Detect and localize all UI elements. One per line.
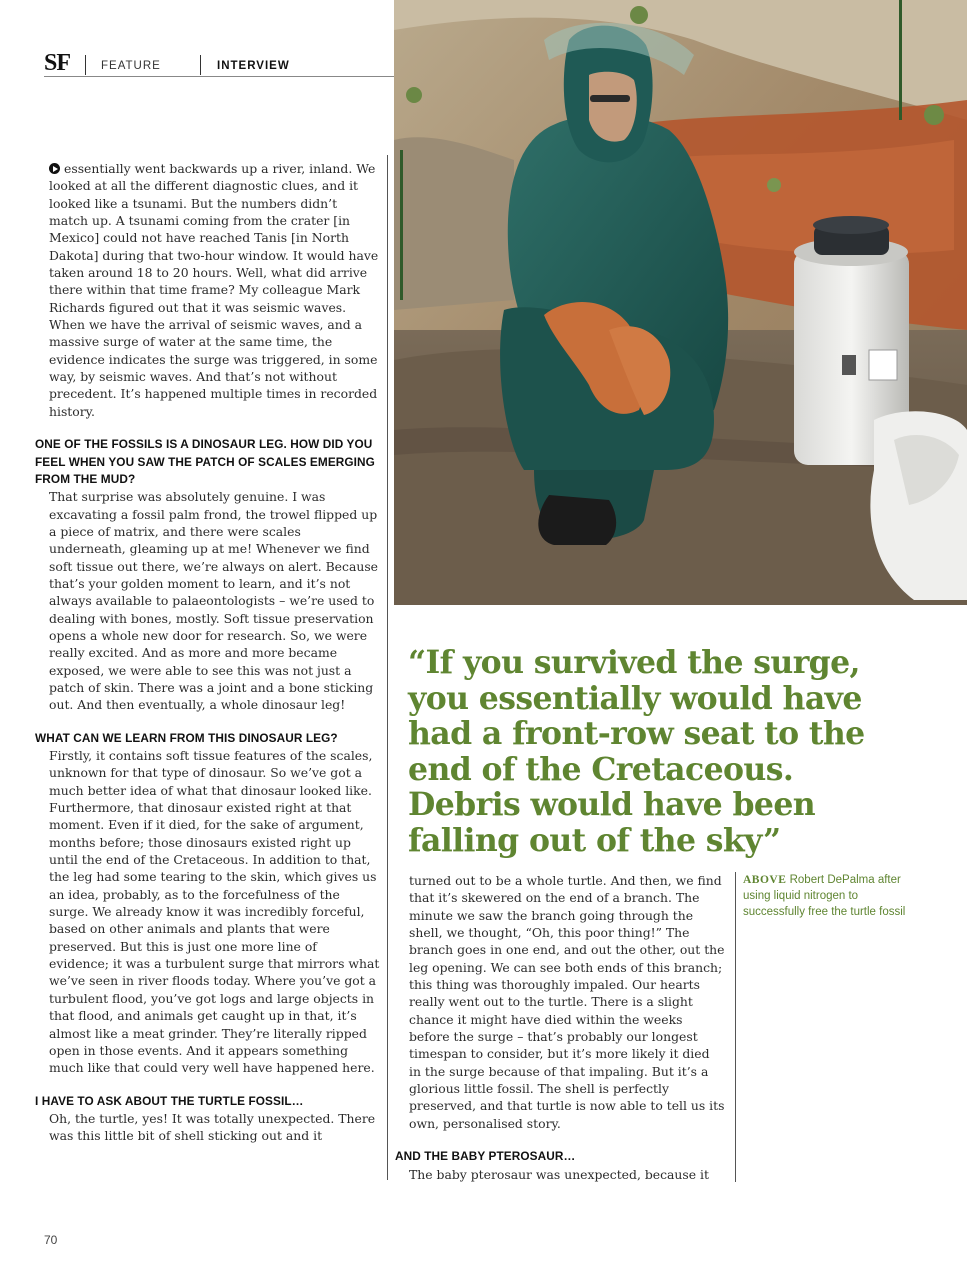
photo-caption [743, 872, 913, 920]
body-paragraph [35, 160, 380, 420]
continuation-arrow-icon [49, 163, 60, 174]
interview-answer: That surprise was absolutely genuine. I was excavating a fossil palm frond, the trowel flipped up a piece of matrix, and there were scales underneath, gleaming up at me! Whenever we find soft tissue out there, we’re always on alert. Because that’s your golden moment to learn, and it’s not always available to palaeontologists – we’re used to dealing with bones, mostly. Soft tissue preservation opens a whole new door for research. So, we were really excited. And as more and more became exposed, we were able to see this was not just a patch of skin. There was a joint and a bone sticking out. And then eventually, a whole dinosaur leg! [49, 489, 379, 713]
interview-answer: Firstly, it contains soft tissue features of the scales, unknown for that type of dinosaur. So we’ve got a much better idea of what that dinosaur looked like. Furthermore, that dinosaur existed right at that moment. Even if it died, for the sake of argument, months before; those dinosaurs existed right up until the end of the Cretaceous. In addition to that, the leg had some tearing to the skin, which gives us an idea, probably, as to the forcefulness of the surge. We already know it was incredibly forceful, based on other animals and plants that were preserved. But this is just one more line of evidence; it was a turbulent surge that mirrors what we’ve seen in river floods today. Where you’ve got a turbulent flood, you’ve got logs and large objects in that flood, and animals get caught up in that, it’s almost like a meat grinder. They’re literally ripped open in those events. And it appears something much like that could very well have happened here. [49, 748, 380, 1076]
header-divider [85, 55, 86, 75]
body-text: essentially went backwards up a river, inland. We looked at all the different diagnostic clues, and it looked like a tsunami. But the numbers didn’t match up. A tsunami coming from the crater [in Mexico] could not have reached Tanis [in North Dakota] during that two-hour window. It would have taken around 18 to 20 hours. Well, what did arrive there within that time frame? My colleague Mark Richards figured out that it was seismic waves. When we have the arrival of seismic waves, and a massive surge of water at the same time, the evidence indicates the surge was triggered, in some way, by seismic waves. And that’s not without precedent. It’s happened multiple times in recorded history. [49, 161, 379, 419]
column-rule [735, 872, 736, 1182]
pull-quote: “If you survived the surge, you essentially would have had a front-row seat to the end of the Cretaceous. Debris would have been falling out of the sky” [408, 644, 865, 859]
magazine-logo: SF [44, 50, 71, 76]
feature-photo-image [394, 0, 967, 605]
article-column-left [35, 160, 380, 1145]
interview-answer: Oh, the turtle, yes! It was totally unexpected. There was this little bit of shell sticking out and it [49, 1110, 376, 1144]
column-rule [387, 155, 388, 1180]
article-column-middle [395, 872, 725, 1183]
caption-lead: ABOVE [743, 874, 787, 886]
article-type-label: INTERVIEW [217, 60, 290, 72]
interview-answer: The baby pterosaur was unexpected, because it [409, 1166, 709, 1182]
page-number: 70 [44, 1233, 58, 1247]
interview-question: ONE OF THE FOSSILS IS A DINOSAUR LEG. HOW DID YOU FEEL WHEN YOU SAW THE PATCH OF SCALES EMERGING FROM THE MUD? [35, 437, 375, 486]
interview-answer: turned out to be a whole turtle. And then, we find that it’s skewered on the end of a branch. The minute we saw the branch going through the shell, we thought, “Oh, this poor thing!” The branch goes in one end, and out the other, out the leg opening. We can see both ends of this branch; this thing was thoroughly impaled. Our hearts really went out to the turtle. There is a slight chance it might have died within the weeks before the surge – that’s probably our longest timespan to consider, but it’s more likely it died in the surge because of that impaling. But it’s a glorious little fossil. The shell is perfectly preserved, and that turtle is now able to tell us its own, personalised story. [409, 873, 725, 1131]
header-rule [44, 76, 396, 77]
caption-text: Robert DePalma after using liquid nitrogen to successfully free the turtle fossil [743, 874, 906, 918]
interview-question: AND THE BABY PTEROSAUR… [395, 1149, 576, 1164]
header-divider [200, 55, 201, 75]
feature-photo [394, 0, 967, 605]
section-label: FEATURE [101, 60, 161, 72]
interview-question: I HAVE TO ASK ABOUT THE TURTLE FOSSIL… [35, 1093, 304, 1108]
interview-question: WHAT CAN WE LEARN FROM THIS DINOSAUR LEG? [35, 730, 338, 745]
